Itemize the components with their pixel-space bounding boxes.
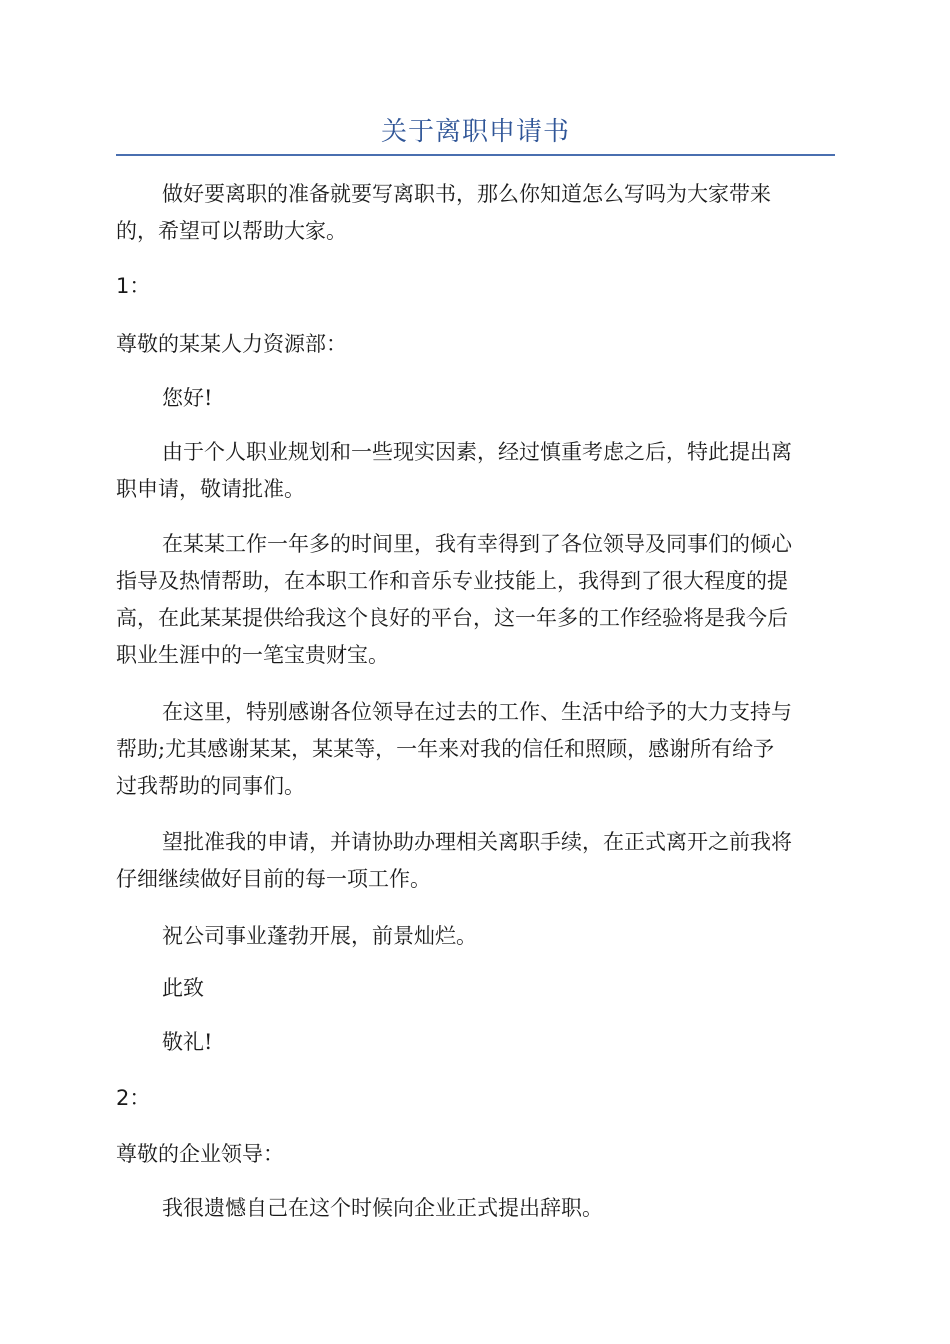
paragraph-resignation — [116, 1190, 836, 1227]
document-title: 关于离职申请书 — [380, 117, 570, 147]
text-line: 您好! — [162, 386, 213, 410]
closing-line-2 — [116, 1024, 836, 1061]
closing-line-1 — [116, 970, 836, 1007]
text-line: 此致 — [162, 976, 204, 1000]
salutation-2: 尊敬的企业领导： — [116, 1142, 284, 1166]
salutation-1: 尊敬的某某人力资源部： — [116, 332, 347, 356]
greeting — [116, 380, 836, 417]
text-line: 我很遗憾自己在这个时候向企业正式提出辞职。 — [162, 1196, 603, 1220]
section-heading-2: 2： — [116, 1086, 151, 1110]
text-line: 职业生涯中的一笔宝贵财宝。 — [116, 643, 389, 667]
paragraph-thanks — [116, 694, 836, 805]
text-line: 望批准我的申请，并请协助办理相关离职手续，在正式离开之前我将 — [162, 830, 792, 854]
title-underline — [116, 154, 835, 156]
text-line: 过我帮助的同事们。 — [116, 774, 305, 798]
wish-line — [116, 918, 836, 955]
paragraph-reason — [116, 434, 836, 508]
text-line: 高，在此某某提供给我这个良好的平台，这一年多的工作经验将是我今后 — [116, 606, 788, 630]
text-line: 在某某工作一年多的时间里，我有幸得到了各位领导及同事们的倾心 — [162, 532, 792, 556]
paragraph-gratitude-work — [116, 526, 836, 674]
text-line: 职申请，敬请批准。 — [116, 477, 305, 501]
text-line: 帮助;尤其感谢某某，某某等，一年来对我的信任和照顾，感谢所有给予 — [116, 737, 775, 761]
text-line: 由于个人职业规划和一些现实因素，经过慎重考虑之后，特此提出离 — [162, 440, 792, 464]
text-line: 仔细继续做好目前的每一项工作。 — [116, 867, 431, 891]
section-heading-1: 1： — [116, 274, 151, 298]
text-line: 做好要离职的准备就要写离职书，那么你知道怎么写吗为大家带来 — [162, 182, 771, 206]
text-line: 在这里，特别感谢各位领导在过去的工作、生活中给予的大力支持与 — [162, 700, 792, 724]
text-line: 的，希望可以帮助大家。 — [116, 219, 347, 243]
paragraph-request — [116, 824, 836, 898]
text-line: 敬礼! — [162, 1030, 213, 1054]
intro-paragraph — [116, 176, 836, 250]
text-line: 祝公司事业蓬勃开展，前景灿烂。 — [162, 924, 477, 948]
text-line: 指导及热情帮助，在本职工作和音乐专业技能上，我得到了很大程度的提 — [116, 569, 788, 593]
